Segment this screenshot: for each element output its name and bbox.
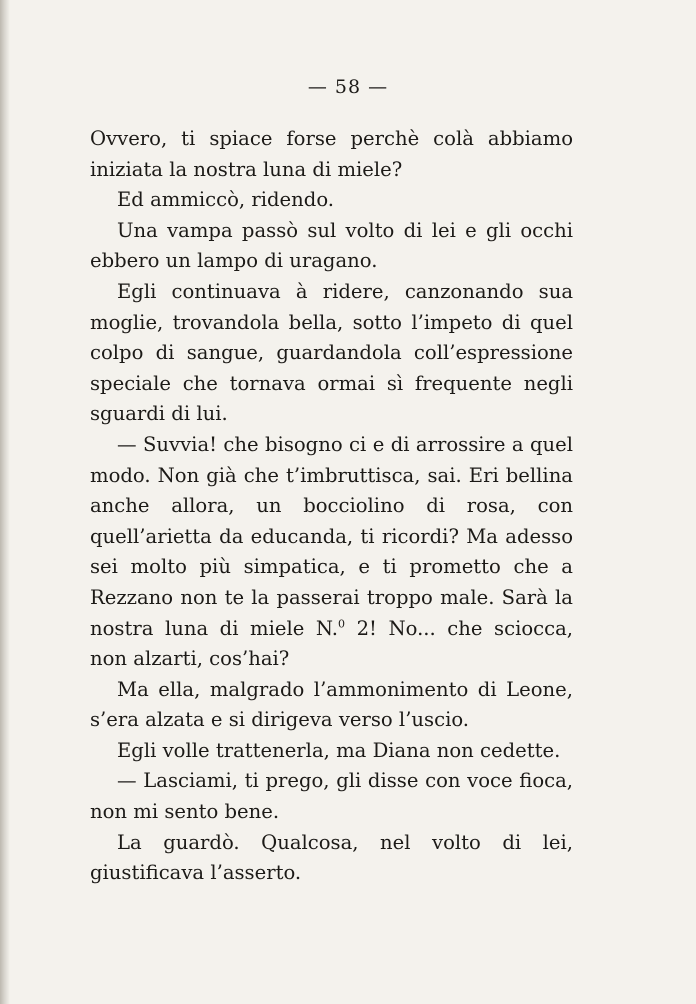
paragraph-5-tail: 2! No... che sciocca, non alzarti, cos’hai? [90, 616, 573, 671]
paragraph-8: — Lasciami, ti prego, gli disse con voce fioca, non mi sento bene. [90, 769, 573, 824]
paragraph-4: Egli continuava à ridere, canzonando sua moglie, trovandola bella, sotto l’impeto di quel colpo di sangue, guardandola coll’espressione speciale che tornava ormai sì frequente negli sguardi di lui. [90, 279, 573, 426]
paragraph-3: Una vampa passò sul volto di lei e gli occhi ebbero un lampo di uragano. [90, 218, 573, 273]
paragraph-5 [90, 430, 573, 675]
body-text [90, 124, 573, 889]
paragraph-6: Ma ella, malgrado l’ammonimento di Leone, s’era alzata e si dirigeva verso l’uscio. [90, 677, 573, 732]
page-number: — 58 — [307, 76, 389, 98]
paragraph-5-superscript: 0 [338, 616, 346, 630]
page-spine-shadow [0, 0, 10, 1004]
paragraph-9: La guardò. Qualcosa, nel volto di lei, giustificava l’asserto. [90, 830, 573, 885]
paragraph-5-text: — Suvvia! che bisogno ci e di arrossire a quel modo. Non già che t’imbruttisca, sai. Eri bellina anche allora, un bocciolino di rosa, con quell’arietta da educanda, ti ricordi? Ma adesso sei molto più simpatica, e ti prometto che a Rezzano non te la passerai troppo male. Sarà la nostra luna di miele N. [90, 432, 573, 640]
paragraph-7: Egli volle trattenerla, ma Diana non cedette. [117, 738, 561, 762]
paragraph-1: Ovvero, ti spiace forse perchè colà abbiamo iniziata la nostra luna di miele? [90, 127, 573, 181]
paragraph-2: Ed ammiccò, ridendo. [117, 188, 334, 212]
